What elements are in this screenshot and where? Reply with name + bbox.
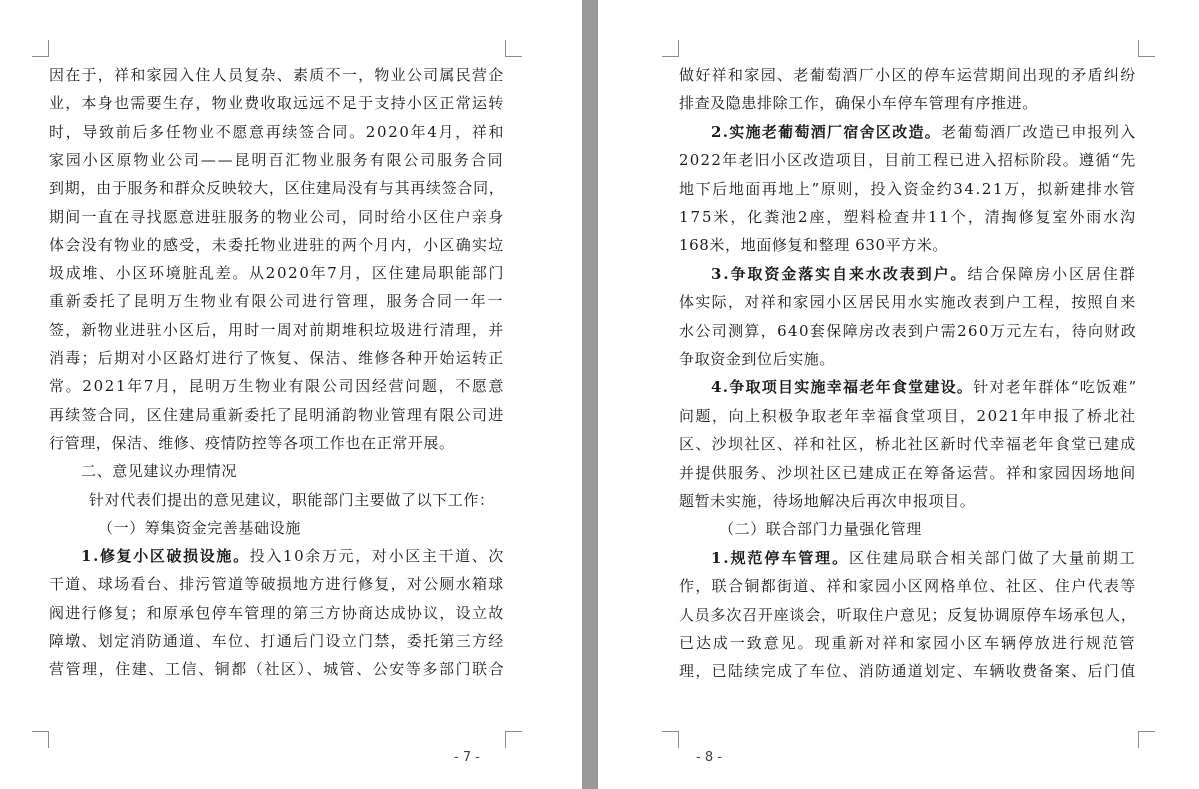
text-line <box>49 65 505 85</box>
line-text: 签，新物业进驻小区后，用时一周对前期堆积垃圾进行清理，并 <box>49 320 505 339</box>
line-text: 题暂未实施，待场地解决后再次申报项目。 <box>679 492 976 510</box>
text-line <box>49 320 505 340</box>
text-line <box>49 93 505 113</box>
line-text: 营管理，住建、工信、铜都（社区）、城管、公安等多部门联合 <box>49 660 506 679</box>
crop-mark-top-right <box>1138 40 1155 57</box>
crop-mark-bottom-left <box>662 731 679 748</box>
page-number: - 8 - <box>696 750 722 765</box>
line-text: 消毒；后期对小区路灯进行了恢复、保洁、维修各种开始运转正 <box>49 349 505 367</box>
text-line <box>89 490 495 510</box>
text-line <box>679 150 1137 170</box>
text-line <box>679 93 1038 113</box>
line-text: （一）筹集资金完善基础设施 <box>98 518 301 537</box>
crop-mark-bottom-left <box>32 731 49 748</box>
text-line <box>49 178 505 198</box>
text-line <box>679 633 1137 653</box>
text-line <box>81 546 505 566</box>
text-line <box>49 405 505 425</box>
text-line <box>679 292 1137 312</box>
crop-mark-top-left <box>32 40 49 57</box>
line-text: 已达成一致意见。现重新对祥和家园小区车辆停放进行规范管 <box>679 634 1137 652</box>
text-line <box>98 518 301 538</box>
text-line <box>49 235 505 255</box>
line-text: 175米，化粪池2座，塑料检查井11个，清掏修复室外雨水沟 <box>679 208 1138 226</box>
text-line <box>49 291 505 311</box>
line-text: 干道、球场看台、排污管道等破损地方进行修复，对公厕水箱球 <box>49 575 505 594</box>
line-text: 投入10余万元，对小区主干道、次 <box>249 547 506 566</box>
text-line <box>711 377 1137 397</box>
line-text: 行管理，保洁、维修、疫情防控等各项工作也在正常开展。 <box>49 433 455 452</box>
line-text: 区住建局联合相关部门做了大量前期工 <box>849 548 1137 567</box>
line-text: 做好祥和家园、老葡萄酒厂小区的停车运营期间出现的矛盾纠纷 <box>679 66 1137 84</box>
line-text: 阀进行修复；和原承包停车管理的第三方协商达成协议，设立故 <box>49 603 505 622</box>
crop-mark-top-right <box>505 40 522 57</box>
text-line <box>679 491 975 511</box>
text-line <box>49 603 505 623</box>
line-text: 时，导致前后多任物业不愿意再续签合同。2020年4月，祥和 <box>49 122 506 141</box>
text-line <box>49 631 505 651</box>
line-text: 家园小区原物业公司——昆明百汇物业服务有限公司服务合同 <box>49 150 505 169</box>
bold-heading: 3.争取资金落实自来水改表到户。 <box>711 264 968 283</box>
line-text: 障墩、划定消防通道、车位、打通后门设立门禁，委托第三方经 <box>49 632 505 650</box>
text-line <box>81 461 237 481</box>
text-line <box>49 263 505 283</box>
text-line <box>49 207 505 227</box>
line-text: 体会没有物业的感受，未委托物业进驻的两个月内，小区确实垃 <box>49 235 505 254</box>
bold-heading: 1.规范停车管理。 <box>711 548 850 567</box>
line-text: 争取资金到位后实施。 <box>679 350 836 368</box>
text-line <box>49 376 505 396</box>
line-text: 水公司测算，640套保障房改表到户需260万元左右，待向财政 <box>679 321 1138 340</box>
text-line <box>679 179 1137 199</box>
text-line <box>49 659 505 679</box>
line-text: 再续签合同，区住建局重新委托了昆明涌韵物业管理有限公司进 <box>49 405 505 424</box>
text-line <box>679 65 1137 85</box>
line-text: 168米，地面修复和整理 630平方米。 <box>679 236 949 255</box>
text-line <box>679 434 1137 454</box>
line-text: 2022年老旧小区改造项目，目前工程已进入招标阶段。遵循“先 <box>679 151 1137 170</box>
text-line <box>711 548 1137 568</box>
line-text: 针对老年群体“吃饭难” <box>973 378 1138 397</box>
crop-mark-bottom-right <box>1138 731 1155 748</box>
line-text: 人员多次召开座谈会，听取住户意见；反复协调原停车场承包人， <box>679 605 1137 624</box>
text-line <box>49 150 505 170</box>
line-text: 二、意见建议办理情况 <box>81 462 238 481</box>
bold-heading: 2.实施老葡萄酒厂宿舍区改造。 <box>711 122 942 141</box>
line-text: 期间一直在寻找愿意进驻服务的物业公司，同时给小区住户亲身 <box>49 207 505 226</box>
line-text: 到期，由于服务和群众反映较大，区住建局没有与其再续签合同， <box>49 179 505 198</box>
text-line <box>711 264 1137 284</box>
bold-heading: 1.修复小区破损设施。 <box>81 547 250 566</box>
text-line <box>49 433 455 453</box>
page-gutter <box>582 0 598 789</box>
text-line <box>679 576 1137 596</box>
text-line <box>679 207 1137 227</box>
crop-mark-top-left <box>662 40 679 57</box>
text-line <box>679 349 835 369</box>
line-text: 体实际，对祥和家园小区居民用水实施改表到户工程，按照自来 <box>679 293 1137 312</box>
text-line <box>49 348 505 368</box>
line-text: 常。2021年7月，昆明万生物业有限公司因经营问题，不愿意 <box>49 377 506 396</box>
line-text: 因在于，祥和家园入住人员复杂、素质不一，物业公司属民营企 <box>49 66 505 84</box>
text-line <box>679 605 1137 625</box>
line-text: 理，已陆续完成了车位、消防通道划定、车辆收费备案、后门值 <box>679 662 1137 681</box>
crop-mark-bottom-right <box>505 731 522 748</box>
line-text: 问题，向上积极争取老年幸福食堂项目，2021年申报了桥北社 <box>679 406 1137 425</box>
document-page-8 <box>598 0 1199 789</box>
line-text: 重新委托了昆明万生物业有限公司进行管理，服务合同一年一 <box>49 292 505 311</box>
text-line <box>679 661 1137 681</box>
text-line <box>679 235 948 255</box>
page-number: - 7 - <box>454 750 480 765</box>
document-page-7 <box>0 0 582 789</box>
line-text: （二）联合部门力量强化管理 <box>719 520 922 539</box>
line-text: 排查及隐患排除工作，确保小车停车管理有序推进。 <box>679 94 1038 113</box>
line-text: 作，联合铜都街道、祥和家园小区网格单位、社区、住户代表等 <box>679 577 1137 596</box>
text-line <box>49 122 505 142</box>
text-line <box>49 574 505 594</box>
line-text: 区、沙坝社区、祥和社区，桥北社区新时代幸福老年食堂已建成 <box>679 435 1137 454</box>
line-text: 老葡萄酒厂改造已申报列入 <box>941 122 1137 141</box>
text-line <box>711 122 1137 142</box>
bold-heading: 4.争取项目实施幸福老年食堂建设。 <box>711 378 974 397</box>
text-line <box>719 519 922 539</box>
text-line <box>679 406 1137 426</box>
text-line <box>679 321 1137 341</box>
line-text: 地下后地面再地上”原则，投入资金约34.21万，拟新建排水管 <box>679 179 1137 198</box>
line-text: 并提供服务、沙坝社区已建成正在筹备运营。祥和家园因场地间 <box>679 463 1137 482</box>
line-text: 圾成堆、小区环境脏乱差。从2020年7月，区住建局职能部门 <box>49 264 506 283</box>
line-text: 业，本身也需要生存，物业费收取远远不足于支持小区正常运转 <box>49 94 505 113</box>
line-text: 结合保障房小区居住群 <box>967 264 1137 283</box>
text-line <box>679 463 1137 483</box>
line-text: 针对代表们提出的意见建议，职能部门主要做了以下工作： <box>89 490 495 509</box>
